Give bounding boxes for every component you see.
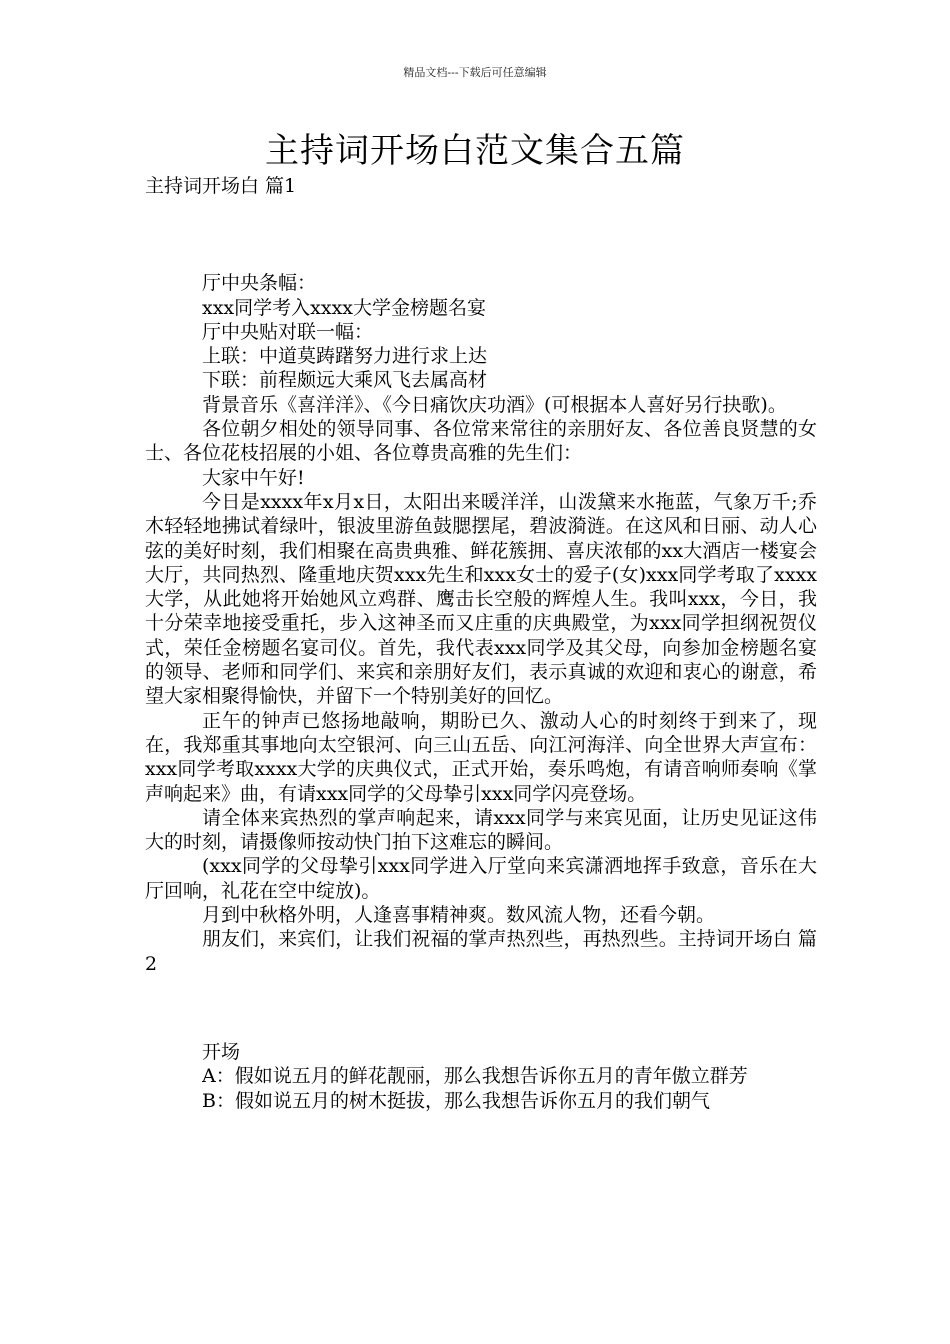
header-note: 精品文档---下载后可任意编辑 (403, 66, 547, 79)
paragraph-noon-bell: 正午的钟声已悠扬地敲响，期盼已久、激动人心的时刻终于到来了，现在，我郑重其事地向太空银河、向三山五岳、向江河海洋、向全世界大声宣布：xxx同学考取xxxx大学的庆典仪式，正式开始，奏乐鸣炮，有请音响师奏响《掌声响起来》曲，有请xxx同学的父母挚引xxx同学闪亮登场。 (145, 709, 817, 805)
spacer (145, 976, 817, 1040)
section-heading: 主持词开场白 篇1 (145, 175, 297, 197)
paragraph-mid-autumn: 月到中秋格外明，人逢喜事精神爽。数风流人物，还看今朝。 (202, 904, 716, 927)
banner-label: 厅中央条幅： (202, 272, 317, 295)
document-title: 主持词开场白范文集合五篇 (265, 131, 685, 171)
paragraph-parents-lead: (xxx同学的父母挚引xxx同学进入厅堂向来宾潇洒地挥手致意，音乐在大厅回响，礼花在空中绽放)。 (145, 855, 817, 902)
spacer (145, 198, 817, 271)
paragraph-friends: 朋友们，来宾们，让我们祝福的掌声热烈些，再热烈些。主持词开场白 篇2 (145, 928, 817, 975)
paragraph-music: 背景音乐《喜洋洋》、《今日痛饮庆功酒》(可根据本人喜好另行抉歌)。 (202, 393, 787, 416)
couplet-upper: 上联：中道莫踌躇努力进行求上达 (202, 345, 488, 368)
paragraph-applause: 请全体来宾热烈的掌声响起来，请xxx同学与来宾见面，让历史见证这伟大的时刻，请摄像师按动快门拍下这难忘的瞬间。 (145, 806, 817, 854)
banner-text: xxx同学考入xxxx大学金榜题名宴 (202, 296, 487, 319)
couplet-lower: 下联：前程颇远大乘风飞去属高材 (202, 369, 488, 392)
paragraph-good-noon: 大家中午好! (202, 466, 305, 489)
document-body (145, 174, 817, 1113)
paragraph-a: A：假如说五月的鲜花靓丽，那么我想告诉你五月的青年傲立群芳 (202, 1065, 748, 1088)
paragraph-greeting-guests: 各位朝夕相处的领导同事、各位常来常往的亲朋好友、各位善良贤慧的女士、各位花枝招展的小姐、各位尊贵高雅的先生们： (145, 418, 817, 465)
paragraph-today: 今日是xxxx年x月x日，太阳出来暖洋洋，山泼黛来水拖蓝，气象万千;乔木轻轻地拂试着绿叶，银波里游鱼鼓腮摆尾，碧波漪涟。在这风和日丽、动人心弦的美好时刻，我们相聚在高贵典雅、鲜花簇拥、喜庆浓郁的xx大酒店一楼宴会大厅，共同热烈、隆重地庆贺xxx先生和xxx女士的爱子(女)xxx同学考取了xxxx大学，从此她将开始她风立鸡群、鹰击长空般的辉煌人生。我叫xxx，今日，我十分荣幸地接受重托，步入这神圣而又庄重的庆典殿堂，为xxx同学担纲祝贺仪式，荣任金榜题名宴司仪。首先，我代表xxx同学及其父母，向参加金榜题名宴的领导、老师和同学们、来宾和亲朋好友们，表示真诚的欢迎和衷心的谢意，希望大家相聚得愉快，并留下一个特别美好的回忆。 (145, 490, 817, 708)
couplet-label: 厅中央贴对联一幅： (202, 320, 374, 343)
paragraph-b: B：假如说五月的树木挺拔，那么我想告诉你五月的我们朝气 (202, 1089, 710, 1112)
opening-label: 开场 (202, 1040, 241, 1063)
